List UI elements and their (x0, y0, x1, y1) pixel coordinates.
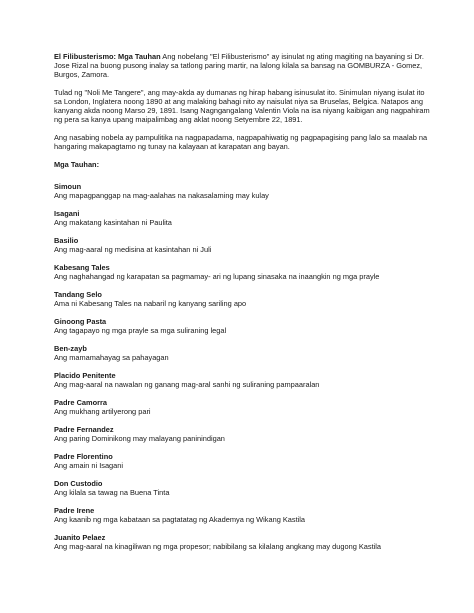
character-description: Ang makatang kasintahan ni Paulita (54, 218, 172, 227)
character-entry (54, 236, 434, 254)
character-name: Padre Florentino (54, 452, 113, 461)
character-name: Kabesang Tales (54, 263, 110, 272)
intro-text: Ang nobelang "El Filibusterismo" ay isinulat ng ating magiting na bayaning si Dr. Jose Rizal na buong pusong inalay sa tatlong paring martir, na lalong kilala sa bansag na GOMBURZA - Gomez, Burgos, Zamora. (54, 52, 424, 79)
character-entry (54, 344, 434, 362)
intro-paragraph (54, 52, 434, 79)
character-entry (54, 290, 434, 308)
character-name: Padre Camorra (54, 398, 107, 407)
document-title: El Filibusterismo: Mga Tauhan (54, 52, 161, 61)
character-entry (54, 317, 434, 335)
character-name: Ben-zayb (54, 344, 87, 353)
character-entry (54, 182, 434, 200)
character-entry (54, 506, 434, 524)
character-description: Ang mag-aaral na kinagiliwan ng mga propesor; nabibilang sa kilalang angkang may dugong Kastila (54, 542, 382, 551)
character-description: Ang tagapayo ng mga prayle sa mga suliraning legal (54, 326, 227, 335)
character-entry (54, 209, 434, 227)
character-description: Ang paring Dominikong may malayang paninindigan (54, 434, 225, 443)
character-description: Ang kaanib ng mga kabataan sa pagtatatag ng Akademya ng Wikang Kastila (54, 515, 306, 524)
character-description: Ang mag-aaral na nawalan ng ganang mag-aral sanhi ng suliraning pampaaralan (54, 380, 320, 389)
document-page (54, 52, 434, 560)
character-entry (54, 263, 434, 281)
character-name: Padre Fernandez (54, 425, 114, 434)
character-list (54, 182, 434, 551)
section-heading: Mga Tauhan: (54, 160, 100, 169)
character-entry (54, 452, 434, 470)
character-name: Tandang Selo (54, 290, 102, 299)
character-description: Ang kilala sa tawag na Buena Tinta (54, 488, 170, 497)
character-description: Ama ni Kabesang Tales na nabaril ng kanyang sariling apo (54, 299, 247, 308)
character-name: Placido Penitente (54, 371, 116, 380)
character-description: Ang naghahangad ng karapatan sa pagmamay- ari ng lupang sinasaka na inaangkin ng mga prayle (54, 272, 380, 281)
character-name: Juanito Pelaez (54, 533, 106, 542)
character-entry (54, 398, 434, 416)
character-name: Basilio (54, 236, 79, 245)
character-entry (54, 533, 434, 551)
character-entry (54, 425, 434, 443)
character-description: Ang mukhang artilyerong pari (54, 407, 151, 416)
body-paragraph: Ang nasabing nobela ay pampulitika na nagpapadama, nagpapahiwatig ng pagpapagising pang lalo sa maalab na hangaring makapagtamo ng tunay na kalayaan at karapatan ang bayan. (54, 133, 428, 151)
character-name: Ginoong Pasta (54, 317, 107, 326)
character-entry (54, 479, 434, 497)
character-name: Isagani (54, 209, 80, 218)
character-name: Simoun (54, 182, 82, 191)
character-description: Ang mamamahayag sa pahayagan (54, 353, 169, 362)
body-paragraph: Tulad ng "Noli Me Tangere", ang may-akda ay dumanas ng hirap habang isinusulat ito. Sinimulan niyang isulat ito sa London, Inglatera noong 1890 at ang malaking bahagi nito ay naisulat niya sa Bruselas, Belgica. Natapos ang kanyang akda noong Marso 29, 1891. Isang Nagngangalang Valentin Viola na isa niyang kaibigan ang nagpahiram ng pera sa kanya upang maipalimbag ang aklat noong Setyembre 22, 1891. (54, 88, 430, 124)
character-description: Ang amain ni Isagani (54, 461, 124, 470)
character-entry (54, 371, 434, 389)
character-name: Padre Irene (54, 506, 95, 515)
character-description: Ang mag-aaral ng medisina at kasintahan ni Juli (54, 245, 212, 254)
character-description: Ang mapagpanggap na mag-aalahas na nakasalaming may kulay (54, 191, 269, 200)
character-name: Don Custodio (54, 479, 103, 488)
